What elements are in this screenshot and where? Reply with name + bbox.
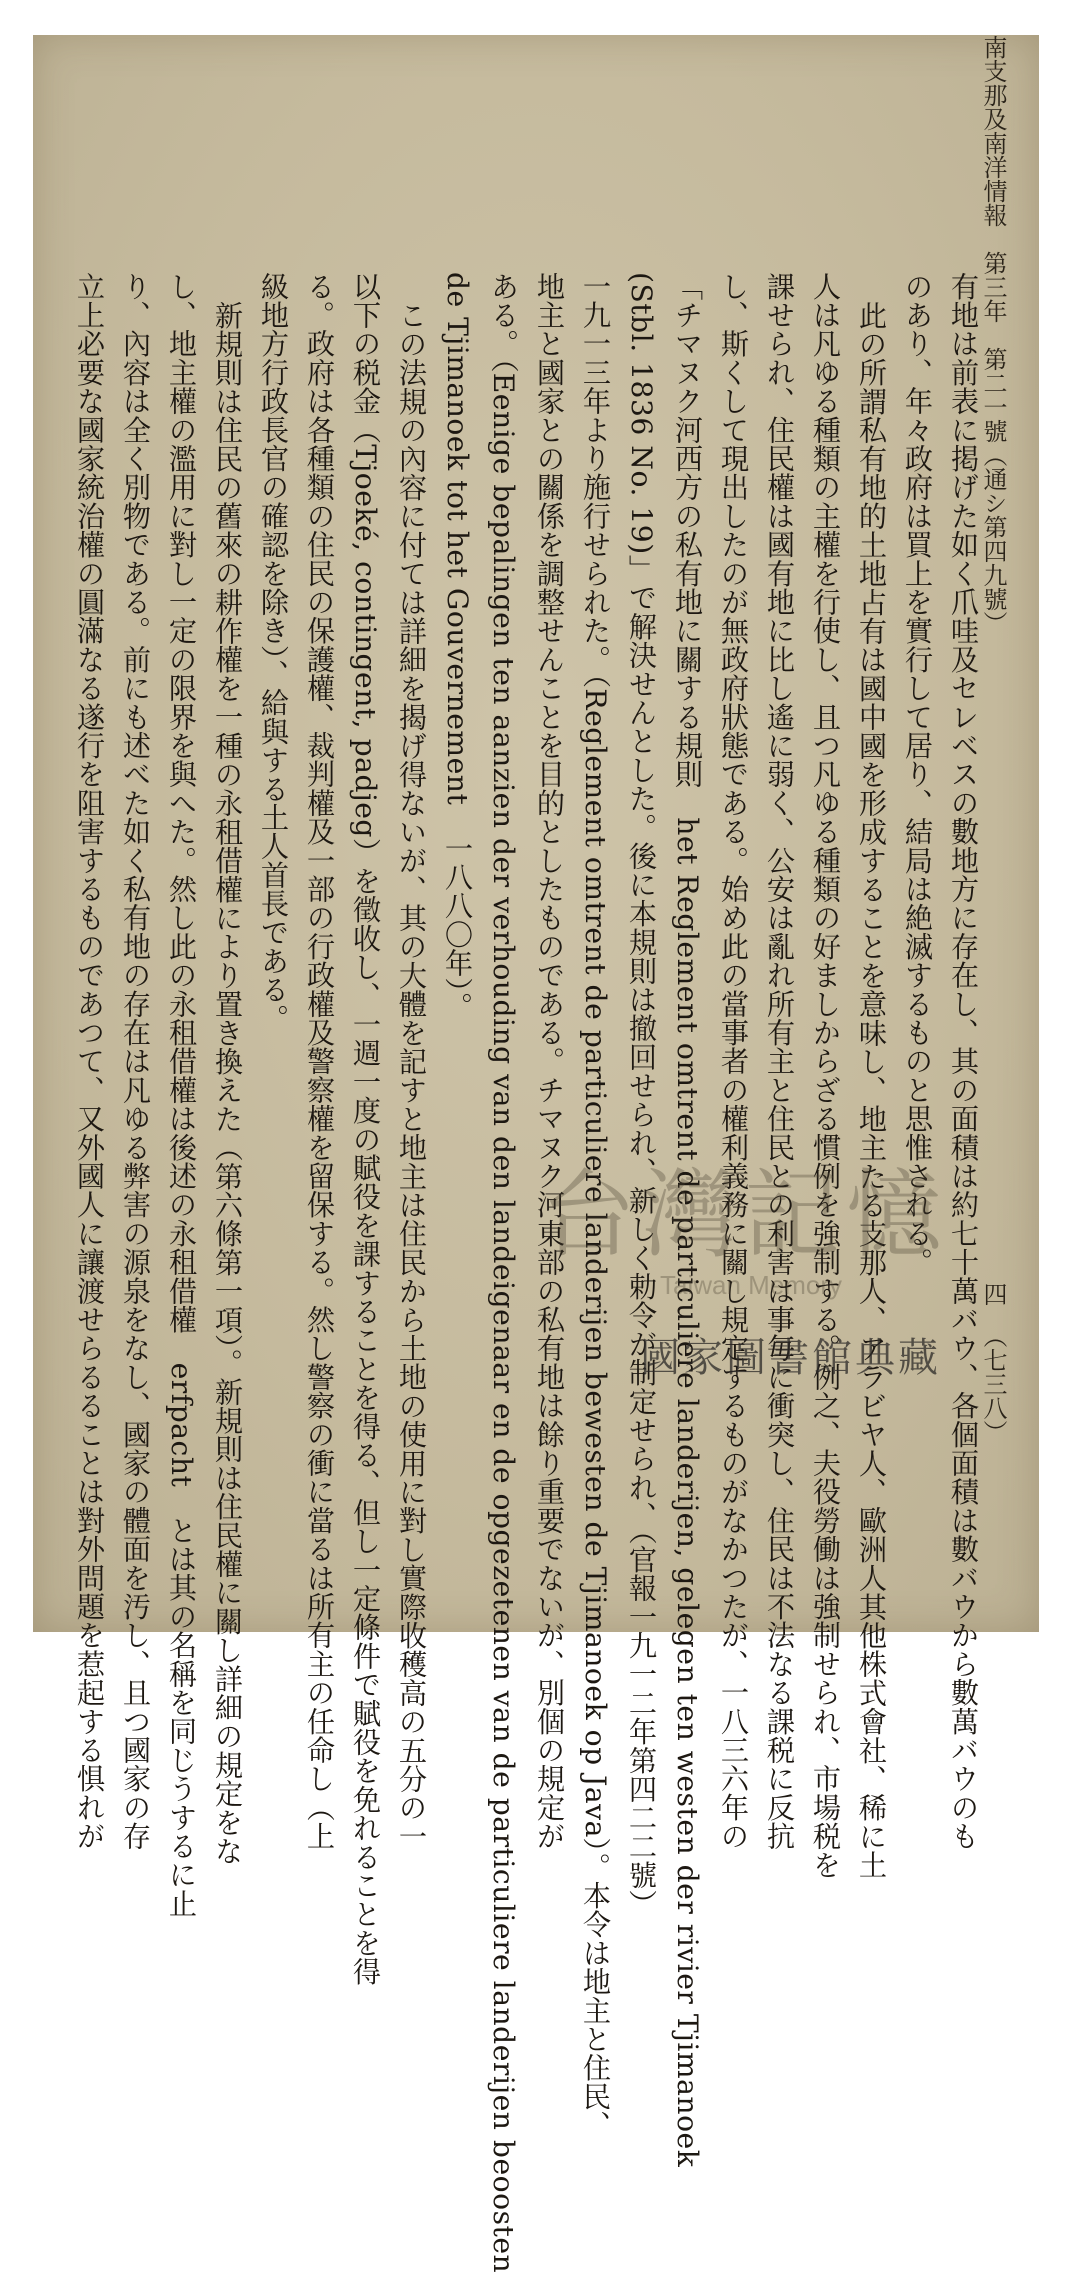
text-column: 立上必要な國家統治權の圓滿なる遂行を阻害するものであつて、又外國人に讓渡せらるることは對外問題を惹起する惧れが — [73, 272, 106, 1851]
text-column: し、地主權の濫用に對し一定の限界を與へた。然し此の永租借權は後述の永租借權 erfpacht とは其の名稱を同じうするに止 — [165, 272, 198, 1918]
scanned-page — [33, 35, 1039, 2273]
body-text — [73, 272, 982, 2273]
text-column: 新規則は住民の舊來の耕作權を一種の永租借權により置き換えた（第六條第一項）。新規則は住民權に關し詳細の規定をな — [211, 301, 244, 1866]
text-column: し、斯くして現出したのが無政府狀態である。始め此の當事者の權利義務に關し規定するものがなかつたが、一八三六年の — [717, 272, 750, 1851]
text-column: 以下の税金（Tjoeké, contingent, padjeg）を徵收し、一週一度の賦役を課することを得る、但し一定條件で賦役を免れることを得 — [349, 272, 382, 1986]
text-column: 級地方行政長官の確認を除き）、給與する土人首長である。 — [257, 272, 290, 1033]
text-column: のあり、年々政府は買上を實行して居り、結局は絶滅するものと思惟される。 — [901, 272, 934, 1277]
text-column: 人は凡ゆる種類の主權を行使し、且つ凡ゆる種類の好ましからざる慣例を強制する。例之、夫役勞働は強制せられ、市場税を — [809, 272, 842, 1880]
text-column: 此の所謂私有地的土地占有は國中國を形成することを意味し、地主たる支那人、アラビヤ人、歐洲人其他株式會社、稀に土 — [855, 301, 888, 1880]
text-column: り、內容は全く別物である。前にも述べた如く私有地の存在は凡ゆる弊害の源泉をなし、國家の體面を汚し、且つ國家の存 — [119, 272, 152, 1851]
text-column: 「チマヌク河西方の私有地に關する規則 het Reglement omtrent de particuliere landerijen, gelegen ten westen der rivier Tjimanoek — [671, 272, 704, 2168]
page-total: （七三八） — [979, 1324, 1007, 1444]
watermark-text: 台灣記憶 — [540, 1159, 948, 1271]
text-column: de Tjimanoek tot het Gouvernement 一八八〇年）。 — [441, 272, 474, 1021]
text-column: 一九一三年より施行せられた。（Reglement omtrent de particuliere landerijen bewesten de Tjimanoek op Java）。本令は地主と住民、 — [579, 272, 612, 2140]
page-number: 四 — [979, 1282, 1007, 1306]
text-column: (Stbl. 1836 No. 19)」で解決せんとした。後に本規則は撤回せられ、新しく勅令が制定せられ、（官報一九一二年第四二二號） — [625, 272, 658, 1919]
text-column: る。政府は各種類の住民の保護權、裁判權及一部の行政權及警察權を留保する。然し警察の衝に當るは所有主の任命し（上 — [303, 272, 336, 1851]
text-column: 地主と國家との關係を調整せんことを目的としたものである。チマヌク河東部の私有地は餘り重要でないが、別個の規定が — [533, 272, 566, 1851]
watermark-sub: Taiwan Memory — [660, 1270, 843, 1300]
header-journal: 南支那及南洋情報 第三年 第二一號（通シ第四九號） — [979, 35, 1007, 635]
watermark-caption: 國家圖書館典藏 — [640, 1335, 941, 1381]
text-column: 有地は前表に掲げた如く爪哇及セレベスの數地方に存在し、其の面積は約七十萬バウ、各個面積は數バウから數萬バウのも — [947, 272, 980, 1851]
text-column: ある。（Eenige bepalingen ten aanzien der verhouding van den landeigenaar en de opgezetenen van de particuliere landerijen beoosten — [487, 272, 520, 2273]
text-column: この法規の內容に付ては詳細を揭げ得ないが、其の大體を記すと地主は住民から土地の使用に對し實際收穫高の五分の一 — [395, 301, 428, 1851]
text-column: 課せられ、住民權は國有地に比し遙に弱く、公安は亂れ所有主と住民との利害は事毎に衝突し、住民は不法なる課税に反抗 — [763, 272, 796, 1851]
